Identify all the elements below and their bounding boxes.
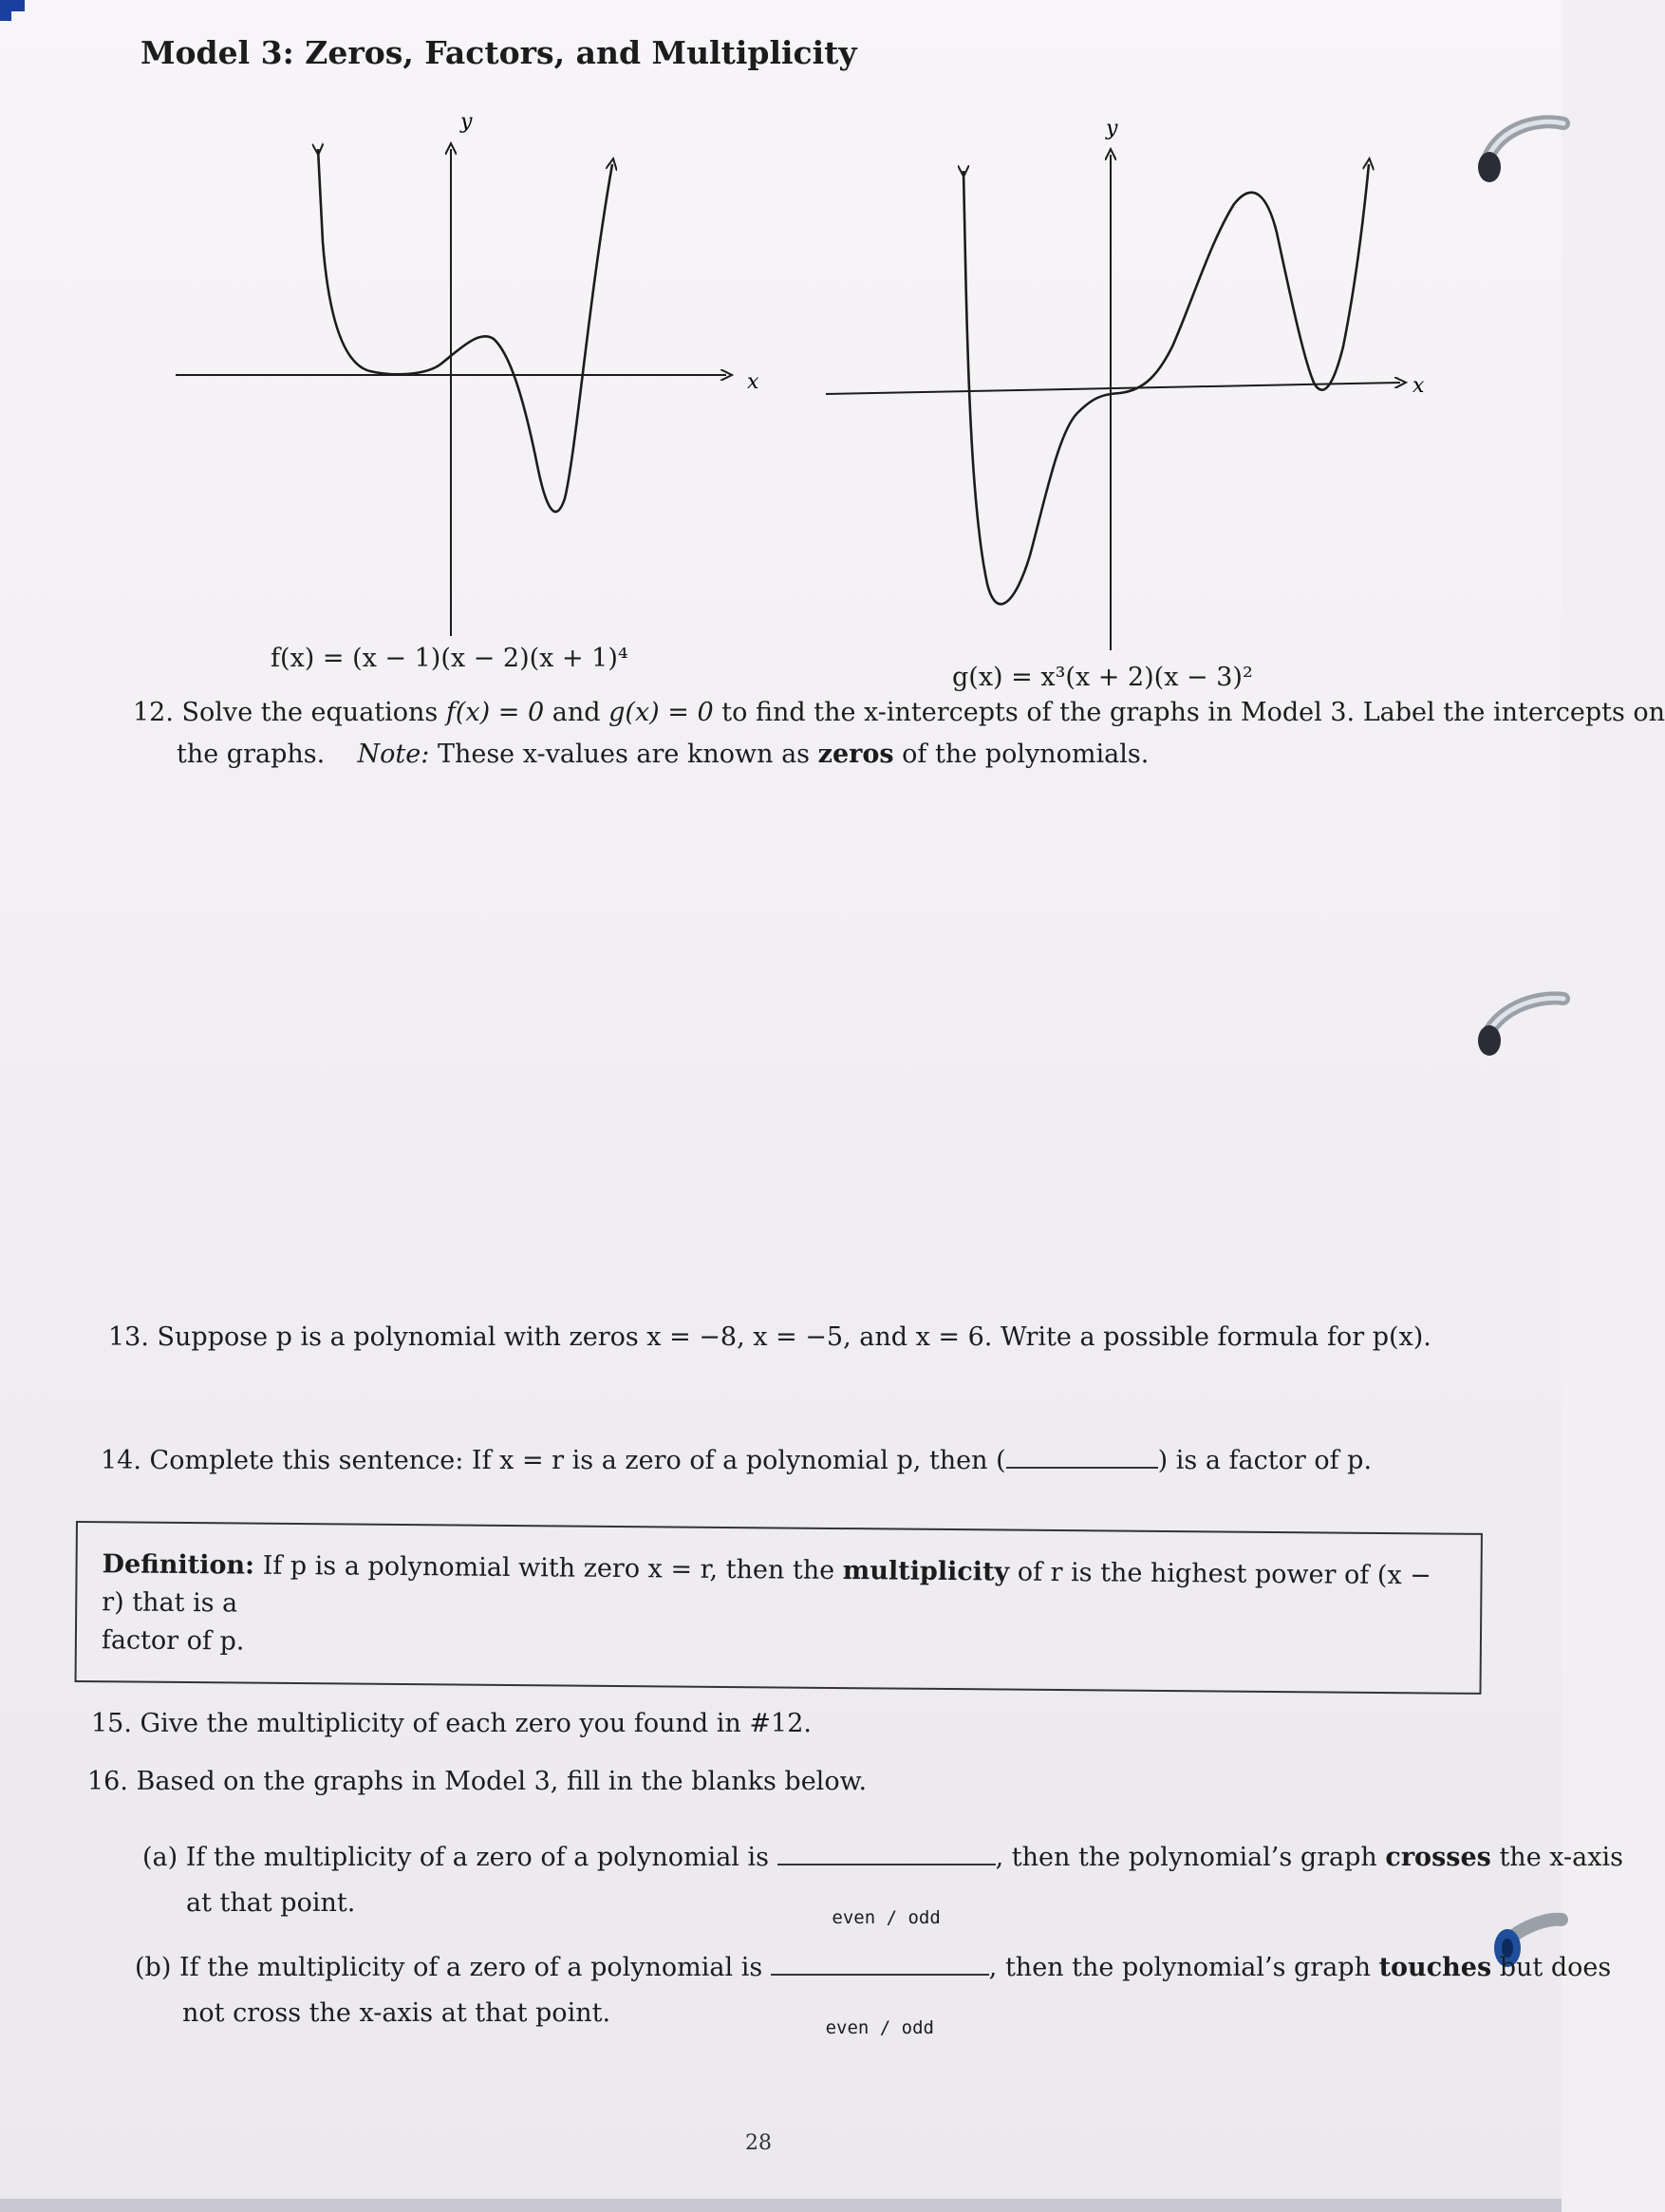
- question-15: [91, 1706, 812, 1742]
- definition-box: [75, 1521, 1483, 1695]
- question-text: the graphs.: [177, 740, 326, 769]
- binder-ring-icon: [1476, 987, 1566, 1059]
- definition-line2: factor of p.: [101, 1625, 245, 1657]
- part-label: (b): [135, 1953, 172, 1982]
- question-text: Based on the graphs in Model 3, fill in the blanks below.: [136, 1767, 868, 1796]
- corner-mark: [0, 11, 11, 21]
- question-number: 14.: [101, 1446, 141, 1475]
- question-16a-line2: at that point.: [186, 1888, 356, 1918]
- question-16b-line2: not cross the x-axis at that point.: [182, 1998, 611, 2028]
- keyword-bold: touches: [1378, 1953, 1492, 1982]
- blank-hint: even / odd: [832, 1907, 941, 1928]
- model-title: Model 3: Zeros, Factors, and Multiplicity: [140, 34, 857, 71]
- question-12: [133, 695, 1665, 731]
- blank-hint: even / odd: [825, 2017, 934, 2038]
- note-text: of the polynomials.: [902, 740, 1150, 769]
- binder-ring-icon: [1476, 112, 1566, 183]
- question-text: , then the polynomial’s graph: [995, 1843, 1377, 1872]
- question-text: If the multiplicity of a zero of a polynomial is: [178, 1953, 763, 1982]
- curve-f: [318, 149, 612, 512]
- question-text: If the multiplicity of a zero of a polynomial is: [185, 1843, 770, 1872]
- definition-text: If p is a polynomial with zero x = r, then the: [262, 1550, 835, 1585]
- equation: g(x) = 0: [608, 698, 714, 727]
- question-text: Complete this sentence: If x = r is a zero of a polynomial p, then (: [149, 1446, 1006, 1475]
- question-text: Give the multiplicity of each zero you found in #12.: [140, 1709, 812, 1738]
- question-number: 12.: [133, 698, 174, 727]
- equation: f(x) = 0: [445, 698, 545, 727]
- definition-bold: multiplicity: [842, 1556, 1010, 1587]
- question-16: [87, 1764, 867, 1800]
- x-axis-label: x: [747, 370, 759, 394]
- page-number: 28: [745, 2131, 772, 2155]
- x-axis-label: x: [1412, 374, 1425, 398]
- formula-g: g(x) = x³(x + 2)(x − 3)²: [952, 663, 1253, 692]
- y-axis-label: y: [1106, 117, 1118, 141]
- question-number: 15.: [91, 1709, 132, 1738]
- question-14: [101, 1443, 1372, 1479]
- part-label: (a): [142, 1843, 178, 1872]
- definition-text: of r is the highest power of (x − r) that is a: [102, 1557, 1431, 1619]
- question-text: but does: [1499, 1953, 1612, 1982]
- question-text: and: [552, 698, 601, 727]
- definition-line1: [102, 1546, 1456, 1633]
- formula-f: f(x) = (x − 1)(x − 2)(x + 1)⁴: [271, 644, 628, 673]
- question-text: ) is a factor of p.: [1157, 1446, 1373, 1475]
- parity-blank-a[interactable]: [777, 1864, 996, 1928]
- y-axis-label: y: [460, 110, 473, 134]
- question-13: [108, 1320, 1431, 1356]
- question-12-line2: [177, 737, 1149, 773]
- question-text: the x-axis: [1499, 1843, 1623, 1872]
- question-text: to find the x-intercepts of the graphs in Model 3. Label the intercepts on: [721, 698, 1665, 727]
- factor-blank[interactable]: [1006, 1467, 1158, 1469]
- corner-mark: [0, 0, 25, 11]
- definition-label: Definition:: [102, 1549, 255, 1581]
- question-text: Suppose p is a polynomial with zeros x = −8, x = −5, and x = 6. Write a possible formula for p(x).: [157, 1322, 1431, 1352]
- parity-blank-b[interactable]: [771, 1974, 989, 2038]
- question-number: 13.: [108, 1322, 149, 1352]
- graph-f: [166, 109, 774, 641]
- note-label: Note:: [357, 740, 430, 769]
- graph-g: [816, 109, 1443, 655]
- question-text: , then the polynomial’s graph: [988, 1953, 1371, 1982]
- question-text: Solve the equations: [181, 698, 439, 727]
- keyword-bold: crosses: [1385, 1843, 1491, 1872]
- page-edge: [0, 2199, 1562, 2212]
- note-text: These x-values are known as: [437, 740, 811, 769]
- question-number: 16.: [87, 1767, 128, 1796]
- note-bold: zeros: [817, 740, 894, 769]
